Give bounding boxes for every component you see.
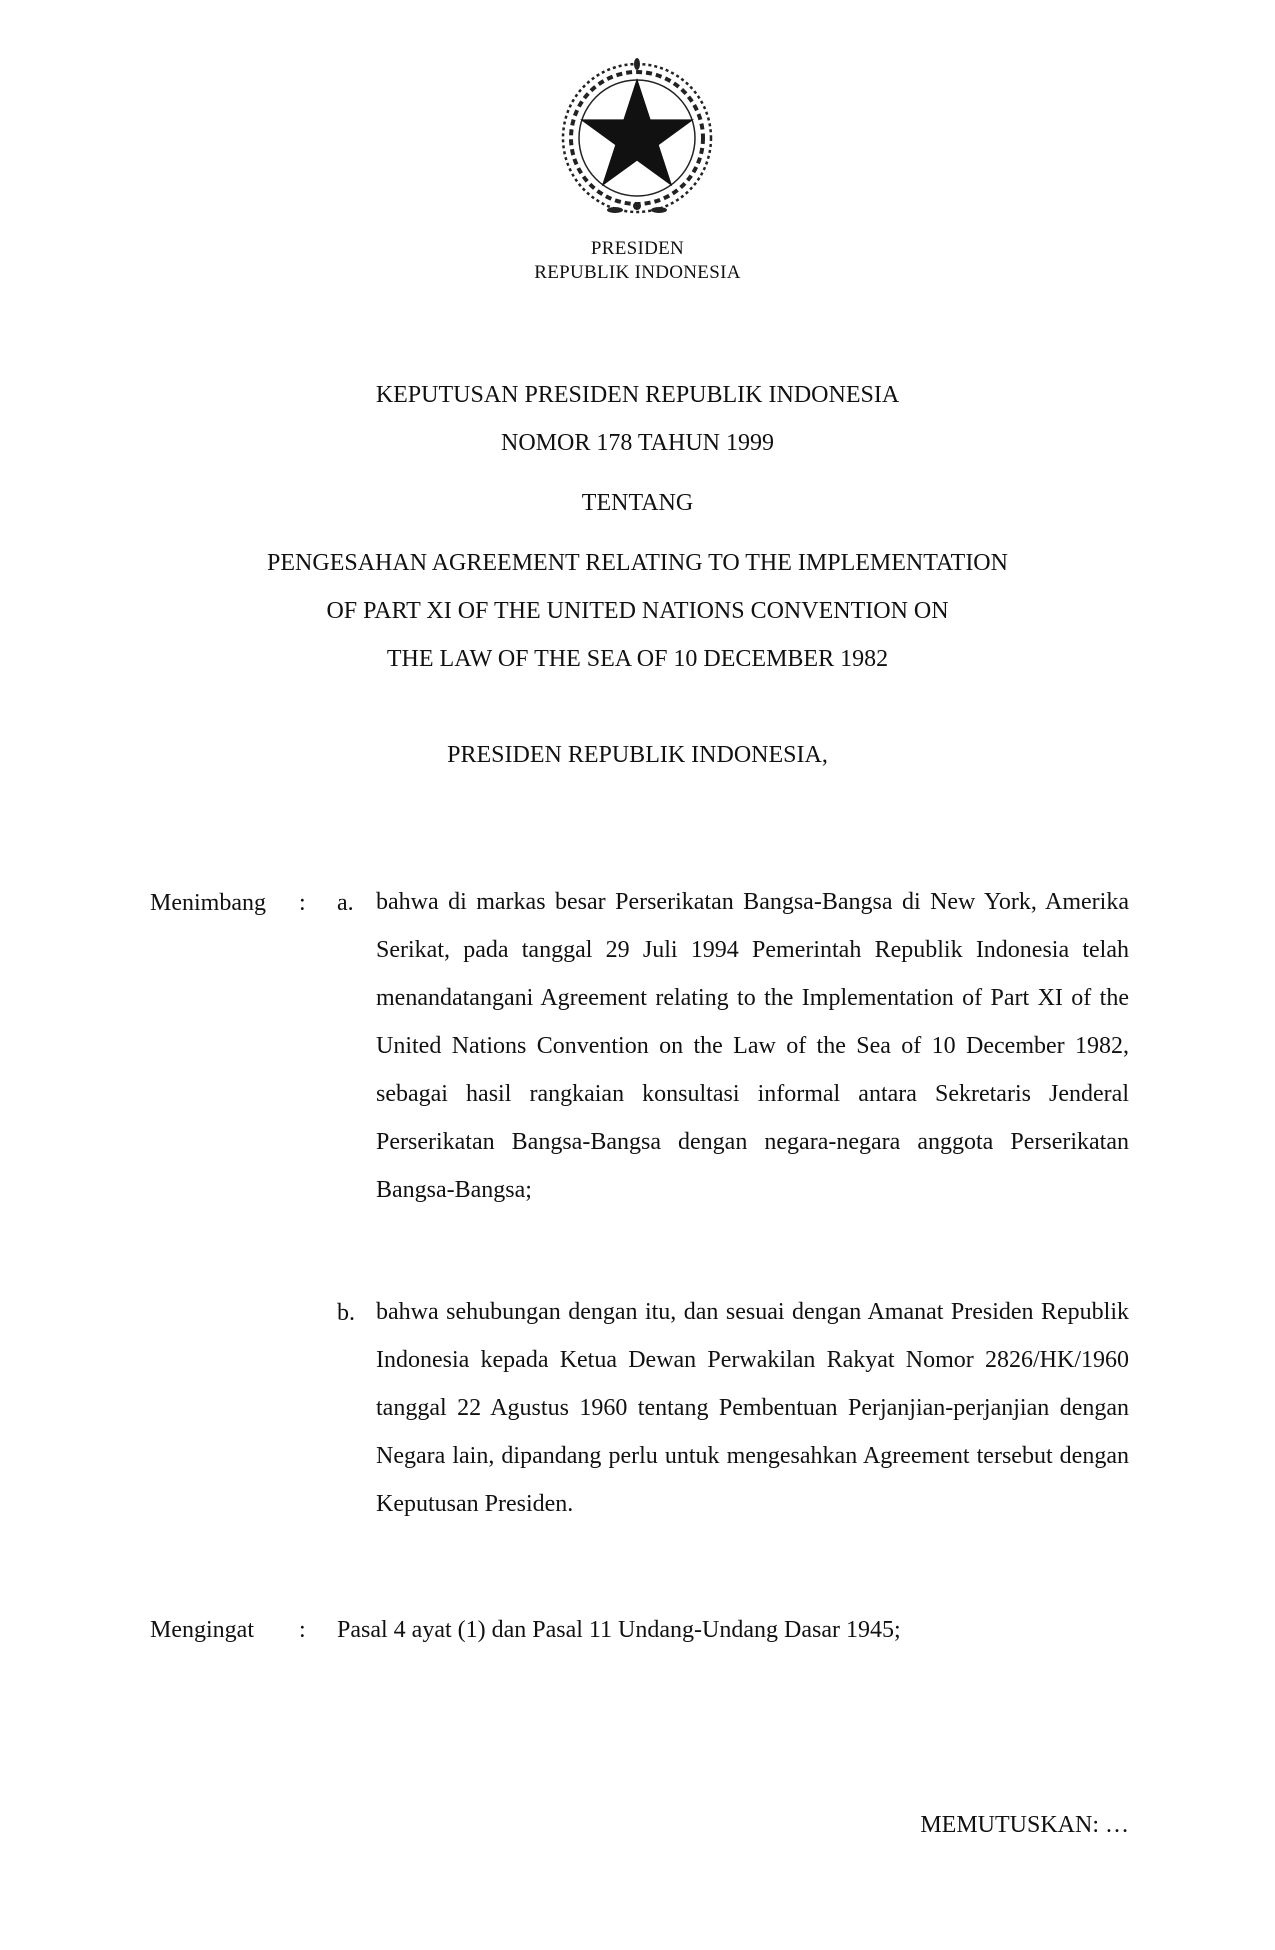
header-republik-indonesia: REPUBLIK INDONESIA — [534, 262, 741, 283]
menimbang-item-a-text: bahwa di markas besar Perserikatan Bangsa-Bangsa di New York, Amerika Serikat, pada tanggal 29 Juli 1994 Pemerintah Republik Indonesia telah menandatangani Agreement relating to the Implementation of Part XI of the United Nations Convention on the Law of the Sea of 10 December 1982, sebagai hasil rangkaian konsultasi informal antara Sekretaris Jenderal Perserikatan Bangsa-Bangsa dengan negara-negara anggota Perserikatan Bangsa-Bangsa; — [376, 889, 1129, 1203]
decree-subject-line-2: OF PART XI OF THE UNITED NATIONS CONVENTION ON — [326, 598, 949, 624]
decree-subject-line-1: PENGESAHAN AGREEMENT RELATING TO THE IMPLEMENTATION — [267, 550, 1008, 576]
menimbang-item-a-letter: a. — [337, 890, 354, 916]
mengingat-label: Mengingat — [150, 1617, 254, 1643]
decree-number: NOMOR 178 TAHUN 1999 — [501, 430, 774, 456]
decree-subject-line-3: THE LAW OF THE SEA OF 10 DECEMBER 1982 — [386, 646, 889, 672]
page-continuation-marker: MEMUTUSKAN: … — [920, 1812, 1129, 1838]
decree-tentang: TENTANG — [581, 490, 694, 516]
presidential-star-emblem-icon — [557, 58, 717, 218]
decree-authority: PRESIDEN REPUBLIK INDONESIA, — [447, 742, 828, 768]
decree-title: KEPUTUSAN PRESIDEN REPUBLIK INDONESIA — [375, 382, 900, 408]
menimbang-item-b-letter: b. — [337, 1300, 355, 1326]
menimbang-label: Menimbang — [150, 890, 266, 916]
menimbang-item-b-text: bahwa sehubungan dengan itu, dan sesuai dengan Amanat Presiden Republik Indonesia kepada Ketua Dewan Perwakilan Rakyat Nomor 2826/HK/1960 tanggal 22 Agustus 1960 tentang Pembentuan Perjanjian-perjanjian dengan Negara lain, dipandang perlu untuk mengesahkan Agreement tersebut dengan Keputusan Presiden. — [376, 1299, 1129, 1517]
mengingat-text: Pasal 4 ayat (1) dan Pasal 11 Undang-Undang Dasar 1945; — [337, 1617, 901, 1643]
menimbang-colon: : — [299, 890, 306, 916]
header-presiden: PRESIDEN — [590, 238, 685, 259]
mengingat-colon: : — [299, 1617, 306, 1643]
